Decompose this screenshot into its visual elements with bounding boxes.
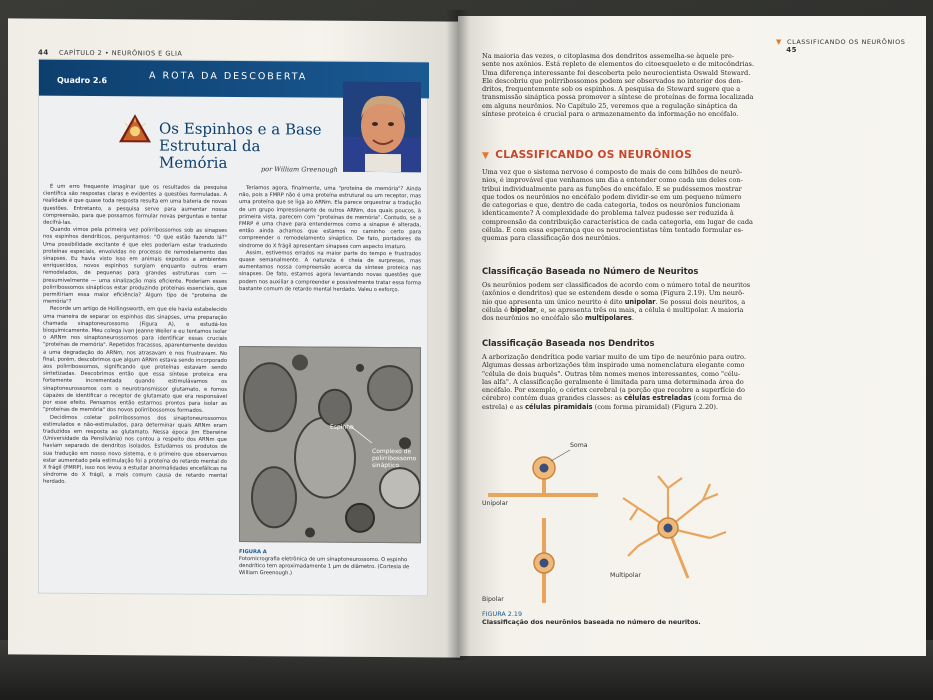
unipolar-neuron <box>488 450 598 495</box>
text-line <box>482 314 890 322</box>
text-line: compreensão da contribuição característica de cada categoria, em lugar de cada <box>482 217 753 226</box>
multipolar-nucleus <box>664 524 673 533</box>
box-paragraph: Decidimos coletar polirribossomos dos sinaptoneurossomos estimulados e não-estimulados, para determinar quais ARNm eram traduzidos em resposta ao glutamato. Nessa época Jim Eberwine (Universidade da Pensilvânia) nos contou a respeito dos ARNm que haviam separado de dendritos isolados. Estudamos os produtos de sua tradução em nosso novo sistema, e o primeiro que observamos estar aumentado pela estimulação foi a proteína do retardo mental do X frágil (FMRP), isso nos levou a estudar anormalidades encefálicas na síndrome do X frágil, a mais comum causa de retardo mental herdado. <box>43 414 227 486</box>
box-title: Os Espinhos e a Base Estrutural da Memória <box>159 119 322 172</box>
text-span: . Se possui dois neuritos, a <box>655 297 746 306</box>
label-multipolar: Multipolar <box>610 572 641 579</box>
intro-paragraph <box>482 52 890 118</box>
figure-a-label: FIGURA A <box>239 549 267 556</box>
text-line: célula. É com essa esperança que os neurocientistas têm tentado formular es- <box>482 226 744 235</box>
text-line: Algumas dessas arborizações têm inspirado uma nomenclatura elegante como <box>482 361 745 370</box>
left-running-head <box>38 49 182 58</box>
text-line: tribui individualmente para as funções do encéfalo. E se pudéssemos mostrar <box>482 184 742 193</box>
label-soma: Soma <box>570 442 588 449</box>
text-line: Uma diferença interessante foi descoberta pelo neurocientista Oswald Steward. <box>482 68 751 77</box>
annotation-polyribosome: Complexo de polirribossomo sináptico <box>372 447 417 470</box>
text-line: Uma vez que o sistema nervoso é composto de mais de cem bilhões de neurô- <box>482 168 743 176</box>
right-page-number: 45 <box>786 46 798 54</box>
text-line: A arborização dendrítica pode variar muito de um tipo de neurônio para outro. <box>482 353 746 361</box>
text-line: Os neurônios podem ser classificados de acordo com o número total de neuritos <box>482 281 751 289</box>
micrograph-image <box>240 347 421 543</box>
left-chapter-title: CAPÍTULO 2 • NEURÔNIOS E GLIA <box>59 48 183 58</box>
figure-2-19-caption <box>482 610 701 626</box>
annotation-spine: Espinho <box>330 423 354 431</box>
subsection-heading-dendrites: Classificação Baseada nos Dendritos <box>482 338 655 348</box>
section-paragraph <box>482 168 890 243</box>
subsection-heading-neurites: Classificação Baseada no Número de Neuritos <box>482 266 699 276</box>
text-span: estrela) e as <box>482 402 526 411</box>
term-multipolar: multipolares <box>584 314 632 323</box>
text-span: (com forma de <box>691 394 743 403</box>
text-line: que todos os neurônios no encéfalo podem dividir-se em um pequeno número <box>482 192 742 201</box>
left-page <box>8 18 460 657</box>
text-line: (axônios e dendritos) que se estendem desde o soma (Figura 2.19). Um neurô- <box>482 289 745 298</box>
text-line: las alfa". A classificação geralmente é limitada para uma determinada área do <box>482 377 744 386</box>
box-paragraph: Quando vimos pela primeira vez polirribossomos sob as sinapses nos espinhos dendríticos, perguntamos: "O que estão fazendo lá?" Uma possibilidade excitante é que eles poderiam estar traduzindo proteínas especiais, envolvidas no processo de remodelamento das sinapses. Eu havia visto isso em animais expostos a ambientes enriquecidos, novos espinhos surgiam enquanto outros eram remodelados, de pequenas para grandes estruturas com — presumivelmente — uma sinalização mais eficiente. Poderiam esses polirribossomos sinápticos estar produzindo proteínas essenciais, que permitiriam essa maior eficiência? Algum tipo de "proteína de memória"? <box>43 226 227 306</box>
box-byline: por William Greenough <box>261 165 338 174</box>
text-line: encéfalo. Por exemplo, o córtex cerebral (a porção que recobre a superfície do <box>482 386 745 395</box>
text-span: (com forma piramidal) (Figura 2.20). <box>592 402 719 411</box>
text-line <box>482 394 890 402</box>
text-line: identicamente? A complexidade do problema talvez pudesse ser reduzida à <box>482 209 734 218</box>
figure-a-caption <box>239 549 421 578</box>
text-span: cérebro) contém duas grandes classes: as <box>482 394 625 403</box>
text-line: dritos, frequentemente sob os espinhos. A pesquisa de Steward sugere que a <box>482 85 741 94</box>
text-line: em alguns neurônios. No Capítulo 25, veremos que a regulação sináptica da <box>482 101 738 110</box>
term-pyramidal: células piramidais <box>525 402 593 411</box>
box-label: Quadro 2.6 <box>57 75 108 86</box>
text-line <box>482 298 890 306</box>
section-heading-text: CLASSIFICANDO OS NEURÔNIOS <box>495 149 692 161</box>
author-portrait <box>343 82 421 173</box>
text-line: "célula de dois buquês". Outras têm nomes menos interessantes, como "célu- <box>482 369 741 378</box>
triangle-marker-icon: ▼ <box>776 38 782 46</box>
book-gutter-shadow <box>446 10 470 660</box>
text-line: Ele descobriu que polirribossomos podem ser observados no interior dos den- <box>482 76 743 85</box>
figure-a-text: Fotomicrografia eletrônica de um sinaptoneurossomo. O espinho dendrítico tem aproximadamente 1 µm de diâmetro. (Cortesia de William Greenough.) <box>239 556 410 577</box>
right-section-title: CLASSIFICANDO OS NEURÔNIOS <box>787 38 906 46</box>
text-line: de categorias e que, dentro de cada categoria, todos os neurônios funcionam <box>482 201 741 210</box>
text-span: , e, se apresenta três ou mais, a célula é multipolar. A maioria <box>536 305 744 314</box>
electron-micrograph <box>239 346 421 543</box>
text-line: Na maioria das vezes, o citoplasma dos dendritos assemelha-se àquele pre- <box>482 52 735 60</box>
box-paragraph: É um erro frequente imaginar que os resultados da pesquisa científica são respostas claras e evidentes a questões formuladas. A realidade é que quase toda resposta resulta em uma bateria de novas questões. Entretanto, a pesquisa serve para aumentar nossa compreensão, para que possamos formular novas perguntas e tentar decifrá-las. <box>43 183 227 226</box>
text-line: transmissão sináptica possa promover a síntese de proteínas de forma localizada <box>482 93 754 102</box>
discovery-lamp-icon <box>117 112 153 144</box>
box-paragraph: Recorde um artigo de Hollingsworth, em que ele havia estabelecido uma maneira de separar os espinhos das sinapses, uma preparação chamada sinaptoneurossomo (Figura A), e estudá-los bioquimicamente. Meu colega Ivan Jeanne Weiler e eu tentamos isolar o ARNm nos sinaptoneurossomos para identificar essas cruciais "proteínas de memória". Repetidos fracassos, aparentemente devidos a uma degradação do ARNm, nos atrasavam e nos frustravam. No final, porém, descobrimos que algum ARNm estava sendo incorporado aos polirribossomos, significando que proteínas estavam sendo sintetizadas. Descobrimos então que essa síntese proteica era fortemente incrementada quando estimulávamos os sinaptoneurossomos com o neurotransmissor glutamato, e fomos capazes de identificar o receptor de glutamato que era responsável por esse efeito. Pensamos então estarmos prontos para isolar as "proteínas de memória" dos novos polirribossomos formados. <box>43 306 227 415</box>
text-span: . <box>631 314 634 323</box>
term-stellate: células estreladas <box>624 394 692 403</box>
bipolar-neuron <box>534 518 554 603</box>
box-quadro <box>38 59 428 597</box>
figure-2-19-neuron-diagram <box>478 428 898 618</box>
box-paragraph: Assim, estivemos errados na maior parte do tempo e frustrados quase semanalmente. A natureza é cheia de surpresas, mas aumentamos nossa compreensão acerca da síntese proteica nas sinapses. De fato, estamos agora levantando novas questões que podem nos auxiliar a compreender e possivelmente tratar essa forma bastante comum de retardo mental herdado. Valeu o esforço. <box>239 249 421 293</box>
text-line <box>482 306 890 314</box>
box-paragraph: Teríamos agora, finalmente, uma "proteína de memória"? Ainda não, pois a FMRP não é uma proteína estrutural ou um receptor, mas uma proteína que se liga ao ARNm. Ela parece orquestrar a tradução de um grupo impressionante de outros ARNm, dos quais poucos, à primeira vista, parecem com "proteínas de memória". Contudo, se a FMRP é uma chave para entendermos como a sinapse é alterada, então ainda achamos que estamos no caminho certo para compreender o remodelamento sináptico. De fato, portadores da síndrome do X frágil apresentam sinapses com aspecto imaturo. <box>239 185 421 250</box>
text-span: dos neurônios no encéfalo são <box>482 314 585 323</box>
label-bipolar: Bipolar <box>482 596 504 603</box>
text-span: nio que apresenta um único neurito é dito <box>482 297 625 306</box>
section-heading <box>482 149 692 161</box>
left-page-number: 44 <box>38 48 49 57</box>
term-unipolar: unipolar <box>624 297 656 306</box>
box-column-2 <box>239 185 421 294</box>
term-bipolar: bipolar <box>510 305 537 314</box>
text-line: nios, é improvável que venhamos um dia a entender como cada um deles con- <box>482 176 743 185</box>
figure-2-19-label: FIGURA 2.19 <box>482 610 523 618</box>
box-rubric: A ROTA DA DESCOBERTA <box>149 70 308 83</box>
box-column-1 <box>43 184 227 488</box>
neurites-paragraph <box>482 281 890 322</box>
label-unipolar: Unipolar <box>482 500 508 507</box>
dendrites-paragraph <box>482 353 890 411</box>
text-span: célula é <box>482 305 511 314</box>
text-line: síntese proteica é crucial para o armazenamento da informação no encéfalo. <box>482 110 739 119</box>
text-line <box>482 403 890 411</box>
figure-2-19-text: Classificação dos neurônios baseada no número de neuritos. <box>482 618 701 626</box>
triangle-marker-icon: ▼ <box>482 151 490 161</box>
text-line: quemas para classificação dos neurônios. <box>482 234 621 243</box>
right-page <box>458 16 926 656</box>
text-line: sente nos axônios. Está repleto de elementos do citoesqueleto e de mitocôndrias. <box>482 60 754 69</box>
